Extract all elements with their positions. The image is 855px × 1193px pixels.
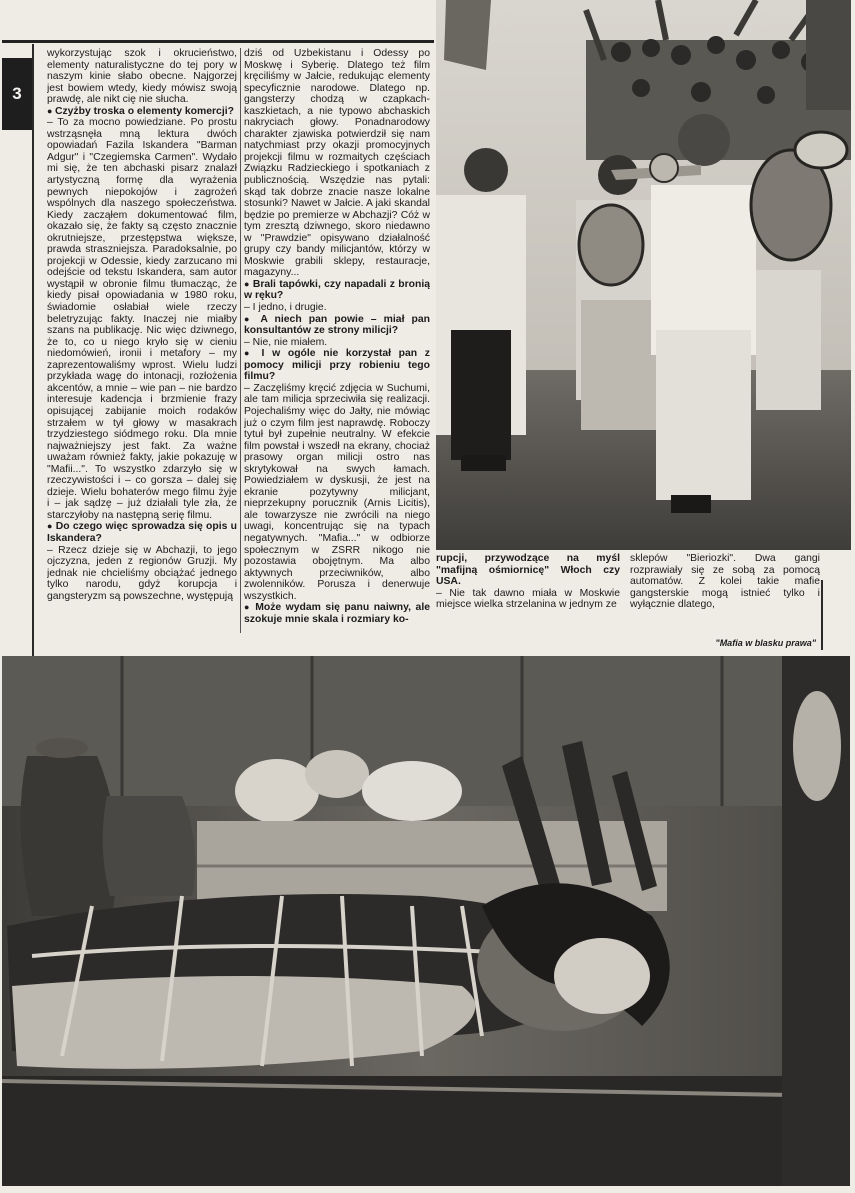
- bound-woman-photo: [2, 656, 850, 1186]
- interview-question: ● Brali tapówki, czy napadali z bronią w ręku?: [244, 279, 430, 302]
- question-text: rupcji, przywodzące na myśl "mafijną ośmiornicę" Włoch czy USA.: [436, 553, 620, 588]
- answer-text: sklepów "Bieriozki". Dwa gangi rozprawiały się ze sobą za pomocą automatów. Z kolei takie mafie gangsterskie mogą istnieć tylko i wyłącznie dlatego,: [630, 553, 820, 611]
- interview-text: – Zaczęliśmy kręcić zdjęcia w Suchumi, ale tam milicja sprzeciwiła się realizacji. Pojechaliśmy więc do Jałty, nie mówiąc już o czym film jest naprawdę. Roboczy tytuł był zupełnie neutralny. W efekcie film powstał i wszedł na ekrany, chociaż prasowy organ milicji ostro nas skrytykował na swych łamach. Powiedziałem w dyskusji, że jest na ekranie pozytywny milicjant, nieprzekupny porucznik (Arnis Licitis), ale towarzysze nie zwrócili na niego uwagi, koncentrując się na typach negatywnych. "Mafia..." w odbiorze społecznym w ZSRR nikogo nie pozostawia obojętnym. Ma albo aktywnych przeciwników, albo zwolenników. Porusza i denerwuje wszystkich.: [244, 382, 430, 602]
- right-vertical-rule: [821, 580, 823, 650]
- bound-woman-image: [2, 656, 850, 1186]
- interview-text: – Nie, nie miałem.: [244, 336, 328, 348]
- interview-question: ● Może wydam się panu naiwny, ale szokuje mnie skala i rozmiary ko-: [244, 602, 430, 625]
- lower-text-column-1: [436, 553, 620, 611]
- interview-text: dziś od Uzbekistanu i Odessy po Moskwę i Syberię. Dlatego też film kręciliśmy w Jałcie, redukując elementy specyficznie narodowe. Dlatego np. gangsterzy chodzą w czapkach-kaszkietach, a nie typowo abchaskich nakryciach głowy. Ponadnarodowy charakter zjawiska potwierdził się nam natychmiast przy okazji promocyjnych projekcji filmu w rozmaitych częściach Związku Radzieckiego i spotkaniach z publicznością. Wszędzie nas pytali: skąd tak dobrze znacie nasze lokalne stosunki? Nawet w Jałcie. A jaki skandal będzie po premierze w Abchazji? Cóż w tym zresztą dziwnego, skoro niedawno w "Prawdzie" opisywano działalność grupy czy bandy milicjantów, którzy w Moskwie grabili sklepy, restauracje, magazyny...: [244, 48, 430, 279]
- column-divider: [240, 48, 241, 633]
- interview-text: wykorzystując szok i okrucieństwo, elementy naturalistyczne do tej pory w naszym kinie słabo obecne. Najgorzej jest bowiem wtedy, kiedy mówisz swoją prawdę, ale nikt cię nie słucha.: [47, 48, 237, 106]
- interview-text: – To za mocno powiedziane. Po prostu wstrząsnęła mną lektura dwóch opowiadań Fazila Iskandera "Barman Adgur" i "Czegiemska Carmen". Wydało mi się, że ten abchaski pisarz znalazł artystyczną formę dla wyrażenia pewnych niepokojów i zagrożeń wspólnych dla naszego społeczeństwa. Kiedy zacząłem dokumentować film, okazało się, że fakty są często znacznie okrutniejsze, przestępstwa większe, prawda straszniejsza. Paradoksalnie, po projekcji w Odessie, kiedy zarzucano mi odejście od tekstu Iskandera, sam autor wystąpił w obronie filmu tłumacząc, że kiedy pisał opowiadania w 1980 roku, świadomie osłabiał wiele rzeczy beletryzując fakty. Inaczej nie miałby szans na publikację. Nic więc dziwnego, że to, co u niego kryło się w cieniu niedomówień, ironii i metafory – my zaprezentowaliśmy wprost. Wielu ludzi przykłada wagę do intonacji, rozłożenia akcentów, a mnie – wie pan – nie bardzo interesuje kadencja i brzmienie frazy opisującej zabijanie moich rodaków strzałem w tył głowy w masakrach trzydziestego siódmego roku. Dla mnie najważniejszy jest fakt. Za ważne uważam również fakty, jakie pokazuję w "Mafii...". To wszystko zdarzyło się w rzeczywistości i – co gorsza – dalej się dzieje. Wielu bohaterów mego filmu żyje i – jak sądzę – już działali tyle zła, że starczyłoby na następną serię filmu.: [47, 117, 237, 521]
- photo-caption: "Mafia w blasku prawa": [715, 638, 816, 648]
- article-column-1: [47, 48, 237, 630]
- interview-text: – I jedno, i drugie.: [244, 302, 327, 314]
- lower-text-column-2: [630, 553, 820, 611]
- page-number-tab: [2, 58, 32, 130]
- article-column-2: [244, 48, 430, 630]
- top-rule: [2, 40, 434, 43]
- brass-band-image: [436, 0, 851, 550]
- interview-question: ● I w ogóle nie korzystał pan z pomocy milicji przy robieniu tego filmu?: [244, 348, 430, 383]
- interview-text: – Rzecz dzieje się w Abchazji, to jego ojczyzna, jeden z regionów Gruzji. My jednak nie chcieliśmy obciążać jednego tylko narodu, gdyż korupcja i gangsteryzm są powszechne, występują: [47, 544, 237, 602]
- interview-question: ● Czyżby troska o elementy komercji?: [47, 106, 237, 118]
- left-vertical-rule: [32, 44, 34, 656]
- interview-question: ● A niech pan powie – miał pan konsultantów ze strony milicji?: [244, 314, 430, 337]
- answer-text: – Nie tak dawno miała w Moskwie miejsce wielka strzelanina w jednym ze: [436, 587, 620, 611]
- brass-band-photo: [436, 0, 851, 550]
- interview-question: ● Do czego więc sprowadza się opis u Iskandera?: [47, 521, 237, 544]
- page-number: 3: [12, 84, 22, 103]
